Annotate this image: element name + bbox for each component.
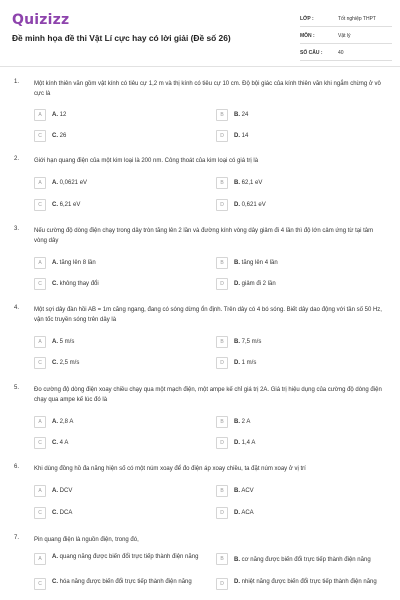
question-number: 2.: [14, 156, 20, 162]
question-text: Đo cường độ dòng điện xoay chiều chạy qua một mạch điện, một ampe kế chỉ giá trị 2A. Giá trị hiệu dụng của cường độ dòng điện chạy qua ampe kế lúc đó là: [34, 387, 382, 403]
option-letter-box: B: [216, 257, 228, 269]
option-text: 6,21 eV: [59, 202, 81, 208]
option-a[interactable]: [34, 336, 200, 349]
option-a[interactable]: [34, 257, 200, 270]
option-label: D.: [234, 579, 240, 585]
option-label: A.: [52, 180, 58, 186]
option-text: DCV: [59, 488, 73, 494]
option-label: B.: [234, 557, 240, 563]
option-label: B.: [234, 260, 240, 266]
option-text: nhiệt năng được biến đổi trực tiếp thành điện năng: [241, 579, 377, 585]
option-label: B.: [234, 339, 240, 345]
option-letter-box: D: [216, 278, 228, 290]
option-text: tăng lên 8 lần: [59, 260, 96, 266]
option-a[interactable]: [34, 109, 200, 122]
option-letter-box: A: [34, 177, 46, 189]
option-a[interactable]: [34, 485, 200, 498]
document-header: [0, 0, 400, 66]
option-text: 4 A: [59, 440, 69, 446]
option-d[interactable]: [216, 130, 382, 143]
option-d[interactable]: [216, 578, 382, 596]
option-label: C.: [52, 579, 58, 585]
option-letter-box: B: [216, 109, 228, 121]
option-label: D.: [234, 510, 240, 516]
option-label: A.: [52, 112, 58, 118]
option-text: 26: [59, 133, 67, 139]
option-text: DCA: [59, 510, 73, 516]
header-divider: [0, 66, 400, 67]
option-text: 14: [241, 133, 249, 139]
option-letter-box: B: [216, 416, 228, 428]
option-text: 62,1 eV: [241, 180, 263, 186]
option-b[interactable]: [216, 257, 382, 270]
option-c[interactable]: [34, 507, 200, 520]
option-c[interactable]: [34, 578, 200, 596]
question-number: 5.: [14, 385, 20, 391]
option-label: A.: [52, 339, 58, 345]
question-text: Pin quang điện là nguồn điện, trong đó,: [34, 537, 139, 543]
meta-value: Vật lý: [338, 33, 351, 39]
option-label: D.: [234, 281, 240, 287]
option-c[interactable]: [34, 278, 200, 291]
option-label: A.: [52, 260, 58, 266]
option-d[interactable]: [216, 199, 382, 212]
option-letter-box: B: [216, 177, 228, 189]
meta-label: LỚP :: [300, 16, 314, 22]
question-number: 1.: [14, 79, 20, 85]
option-letter-box: D: [216, 507, 228, 519]
document-title: Đề minh họa đề thi Vật Lí cực hay có lời giải (Đề số 26): [12, 33, 231, 43]
option-label: C.: [52, 360, 58, 366]
question-text: Một kính thiên văn gồm vật kính có tiêu cự 1,2 m và thị kính có tiêu cự 10 cm. Độ bội giác của kính thiên văn khi ngắm chừng ở vô cực là: [34, 81, 381, 97]
option-letter-box: A: [34, 485, 46, 497]
option-label: C.: [52, 440, 58, 446]
meta-row-count: [300, 46, 392, 61]
option-letter-box: D: [216, 130, 228, 142]
option-text: tăng lên 4 lần: [241, 260, 278, 266]
option-letter-box: C: [34, 130, 46, 142]
meta-row-subject: [300, 29, 392, 44]
option-label: B.: [234, 180, 240, 186]
option-d[interactable]: [216, 507, 382, 520]
option-letter-box: B: [216, 336, 228, 348]
option-c[interactable]: [34, 199, 200, 212]
option-text: 5 m/s: [59, 339, 75, 345]
question-text: Khi dùng đồng hồ đa năng hiện số có một núm xoay để đo điện áp xoay chiều, ta đặt núm xoay ở vị trí: [34, 466, 306, 472]
meta-row-class: [300, 12, 392, 27]
option-label: D.: [234, 202, 240, 208]
option-letter-box: C: [34, 357, 46, 369]
option-label: B.: [234, 488, 240, 494]
option-letter-box: D: [216, 199, 228, 211]
option-text: 1 m/s: [241, 360, 257, 366]
question-number: 4.: [14, 305, 20, 311]
question-number: 6.: [14, 464, 20, 470]
option-text: 2,8 A: [59, 419, 74, 425]
option-letter-box: B: [216, 485, 228, 497]
option-label: B.: [234, 419, 240, 425]
option-text: 24: [241, 112, 249, 118]
option-text: 2,5 m/s: [59, 360, 80, 366]
option-letter-box: C: [34, 437, 46, 449]
option-label: A.: [52, 488, 58, 494]
option-label: A.: [52, 419, 58, 425]
option-letter-box: D: [216, 357, 228, 369]
option-b[interactable]: [216, 336, 382, 349]
option-letter-box: A: [34, 416, 46, 428]
option-text: 2 A: [241, 419, 251, 425]
option-label: C.: [52, 202, 58, 208]
option-d[interactable]: [216, 357, 382, 370]
option-letter-box: A: [34, 109, 46, 121]
question-number: 3.: [14, 226, 20, 232]
option-label: C.: [52, 510, 58, 516]
option-b[interactable]: [216, 553, 382, 571]
option-letter-box: A: [34, 336, 46, 348]
option-text: ACV: [241, 488, 254, 494]
option-b[interactable]: [216, 177, 382, 190]
option-text: 7,5 m/s: [241, 339, 262, 345]
meta-table: [300, 12, 392, 63]
option-b[interactable]: [216, 485, 382, 498]
option-text: 0,0621 eV: [59, 180, 88, 186]
option-text: 0,621 eV: [241, 202, 266, 208]
meta-value: 40: [338, 50, 344, 56]
question-text: Giới hạn quang điện của một kim loại là 200 nm. Công thoát của kim loại có giá trị là: [34, 158, 259, 164]
option-text: quang năng được biến đổi trực tiếp thành điện năng: [59, 554, 199, 560]
option-label: A.: [52, 554, 58, 560]
question-text: Một sợi dây đàn hồi AB = 1m căng ngang, đang có sóng dừng ổn định. Trên dây có 4 bó sóng. Biết dây dao động với tần số 50 Hz, vận tốc truyền sóng trên dây là: [34, 307, 382, 323]
option-text: ACA: [241, 510, 254, 516]
option-text: không thay đổi: [59, 281, 99, 287]
option-letter-box: D: [216, 437, 228, 449]
option-label: D.: [234, 360, 240, 366]
option-text: 1,4 A: [241, 440, 256, 446]
option-label: D.: [234, 440, 240, 446]
meta-value: Tốt nghiệp THPT: [338, 16, 376, 22]
option-letter-box: C: [34, 507, 46, 519]
option-letter-box: C: [34, 278, 46, 290]
option-letter-box: D: [216, 578, 228, 590]
option-text: giảm đi 2 lần: [241, 281, 276, 287]
meta-label: MÔN :: [300, 33, 315, 39]
option-letter-box: C: [34, 199, 46, 211]
option-label: C.: [52, 281, 58, 287]
option-d[interactable]: [216, 278, 382, 291]
option-label: C.: [52, 133, 58, 139]
option-text: 12: [59, 112, 67, 118]
option-text: hóa năng được biến đổi trực tiếp thành điện năng: [59, 579, 192, 585]
option-label: B.: [234, 112, 240, 118]
option-c[interactable]: [34, 357, 200, 370]
option-c[interactable]: [34, 437, 200, 450]
option-b[interactable]: [216, 416, 382, 429]
question-text: Nếu cường độ dòng điện chạy trong dây tròn tăng lên 2 lần và đường kính vòng dây giảm đi 4 lần thì độ lớn cảm ứng từ tại tâm vòng dây: [34, 228, 374, 244]
option-a[interactable]: [34, 553, 200, 571]
option-b[interactable]: [216, 109, 382, 122]
option-a[interactable]: [34, 177, 200, 190]
question-number: 7.: [14, 535, 20, 541]
option-d[interactable]: [216, 437, 382, 450]
option-letter-box: A: [34, 257, 46, 269]
option-a[interactable]: [34, 416, 200, 429]
option-letter-box: A: [34, 553, 46, 565]
option-text: cơ năng được biến đổi trực tiếp thành điện năng: [241, 557, 371, 563]
quizizz-logo[interactable]: Quizizz: [12, 12, 70, 28]
option-letter-box: B: [216, 553, 228, 565]
meta-label: SỐ CÂU :: [300, 50, 323, 56]
option-letter-box: C: [34, 578, 46, 590]
option-c[interactable]: [34, 130, 200, 143]
option-label: D.: [234, 133, 240, 139]
